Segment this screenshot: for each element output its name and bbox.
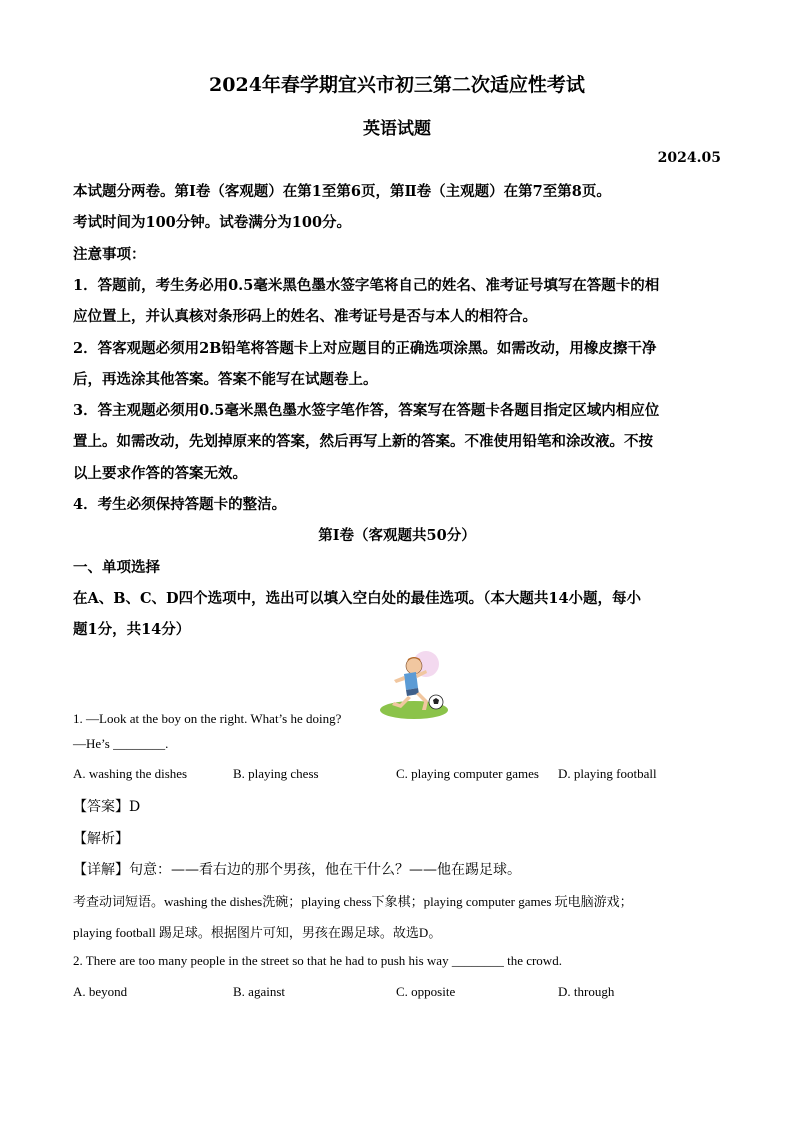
notice-4: 4．考生必须保持答题卡的整洁。 bbox=[73, 496, 287, 513]
q2-option-b[interactable]: B. against bbox=[233, 984, 285, 999]
notice-1b: 应位置上，并认真核对条形码上的姓名、准考证号是否与本人的相符合。 bbox=[73, 308, 537, 325]
q1-detail: 【详解】句意：——看右边的那个男孩，他在干什么？——他在踢足球。 bbox=[73, 862, 521, 878]
intro-line-2: 考试时间为100分钟。试卷满分为100分。 bbox=[73, 214, 352, 231]
notice-title: 注意事项： bbox=[73, 246, 146, 263]
q1-analysis-label: 【解析】 bbox=[73, 831, 129, 847]
q1-option-d[interactable]: D. playing football bbox=[558, 766, 657, 781]
q1-option-c[interactable]: C. playing computer games bbox=[396, 766, 539, 781]
q1-option-b[interactable]: B. playing chess bbox=[233, 766, 319, 781]
q1-explanation-b: playing football 踢足球。根据图片可知，男孩在踢足球。故选D。 bbox=[73, 925, 442, 940]
notice-2a: 2．答客观题必须用2B铅笔将答题卡上对应题目的正确选项涂黑。如需改动，用橡皮擦干净 bbox=[73, 340, 657, 357]
exam-title: 2024年春学期宜兴市初三第二次适应性考试 bbox=[209, 74, 585, 96]
section-instruction-a: 在A、B、C、D四个选项中，选出可以填入空白处的最佳选项。（本大题共14小题，每小 bbox=[73, 590, 642, 607]
exam-subtitle: 英语试题 bbox=[363, 119, 431, 139]
notice-3a: 3．答主观题必须用0.5毫米黑色墨水签字笔作答，答案写在答题卡各题目指定区域内相应位 bbox=[73, 402, 660, 419]
q1-stem-line-2: —He’s ________. bbox=[73, 736, 169, 751]
notice-3b: 置上。如需改动，先划掉原来的答案，然后再写上新的答案。不准使用铅笔和涂改液。不按 bbox=[73, 433, 653, 450]
q2-option-d[interactable]: D. through bbox=[558, 984, 615, 999]
notice-3c: 以上要求作答的答案无效。 bbox=[73, 465, 247, 482]
q1-option-a[interactable]: A. washing the dishes bbox=[73, 766, 188, 781]
q1-stem-line-1: 1. —Look at the boy on the right. What’s he doing? bbox=[73, 711, 342, 726]
intro-line-1: 本试题分两卷。第Ⅰ卷（客观题）在第1至第6页，第Ⅱ卷（主观题）在第7至第8页。 bbox=[73, 183, 611, 200]
q2-option-a[interactable]: A. beyond bbox=[73, 984, 128, 999]
section-instruction-b: 题1分，共14分） bbox=[73, 621, 191, 638]
notice-2b: 后，再选涂其他答案。答案不能写在试题卷上。 bbox=[73, 371, 378, 388]
q2-option-c[interactable]: C. opposite bbox=[396, 984, 456, 999]
exam-date: 2024.05 bbox=[657, 150, 721, 166]
notice-1a: 1．答题前，考生务必用0.5毫米黑色墨水签字笔将自己的姓名、准考证号填写在答题卡的相 bbox=[73, 277, 660, 294]
part-title: 第Ⅰ卷（客观题共50分） bbox=[318, 527, 476, 544]
q1-explanation-a: 考查动词短语。washing the dishes洗碗；playing chess下象棋；playing computer games 玩电脑游戏； bbox=[73, 894, 633, 909]
q2-stem: 2. There are too many people in the street so that he had to push his way ________ the crowd. bbox=[73, 953, 562, 968]
section-heading: 一、单项选择 bbox=[73, 559, 160, 576]
boy-playing-football-illustration bbox=[370, 650, 452, 722]
q1-answer: 【答案】D bbox=[73, 799, 141, 815]
